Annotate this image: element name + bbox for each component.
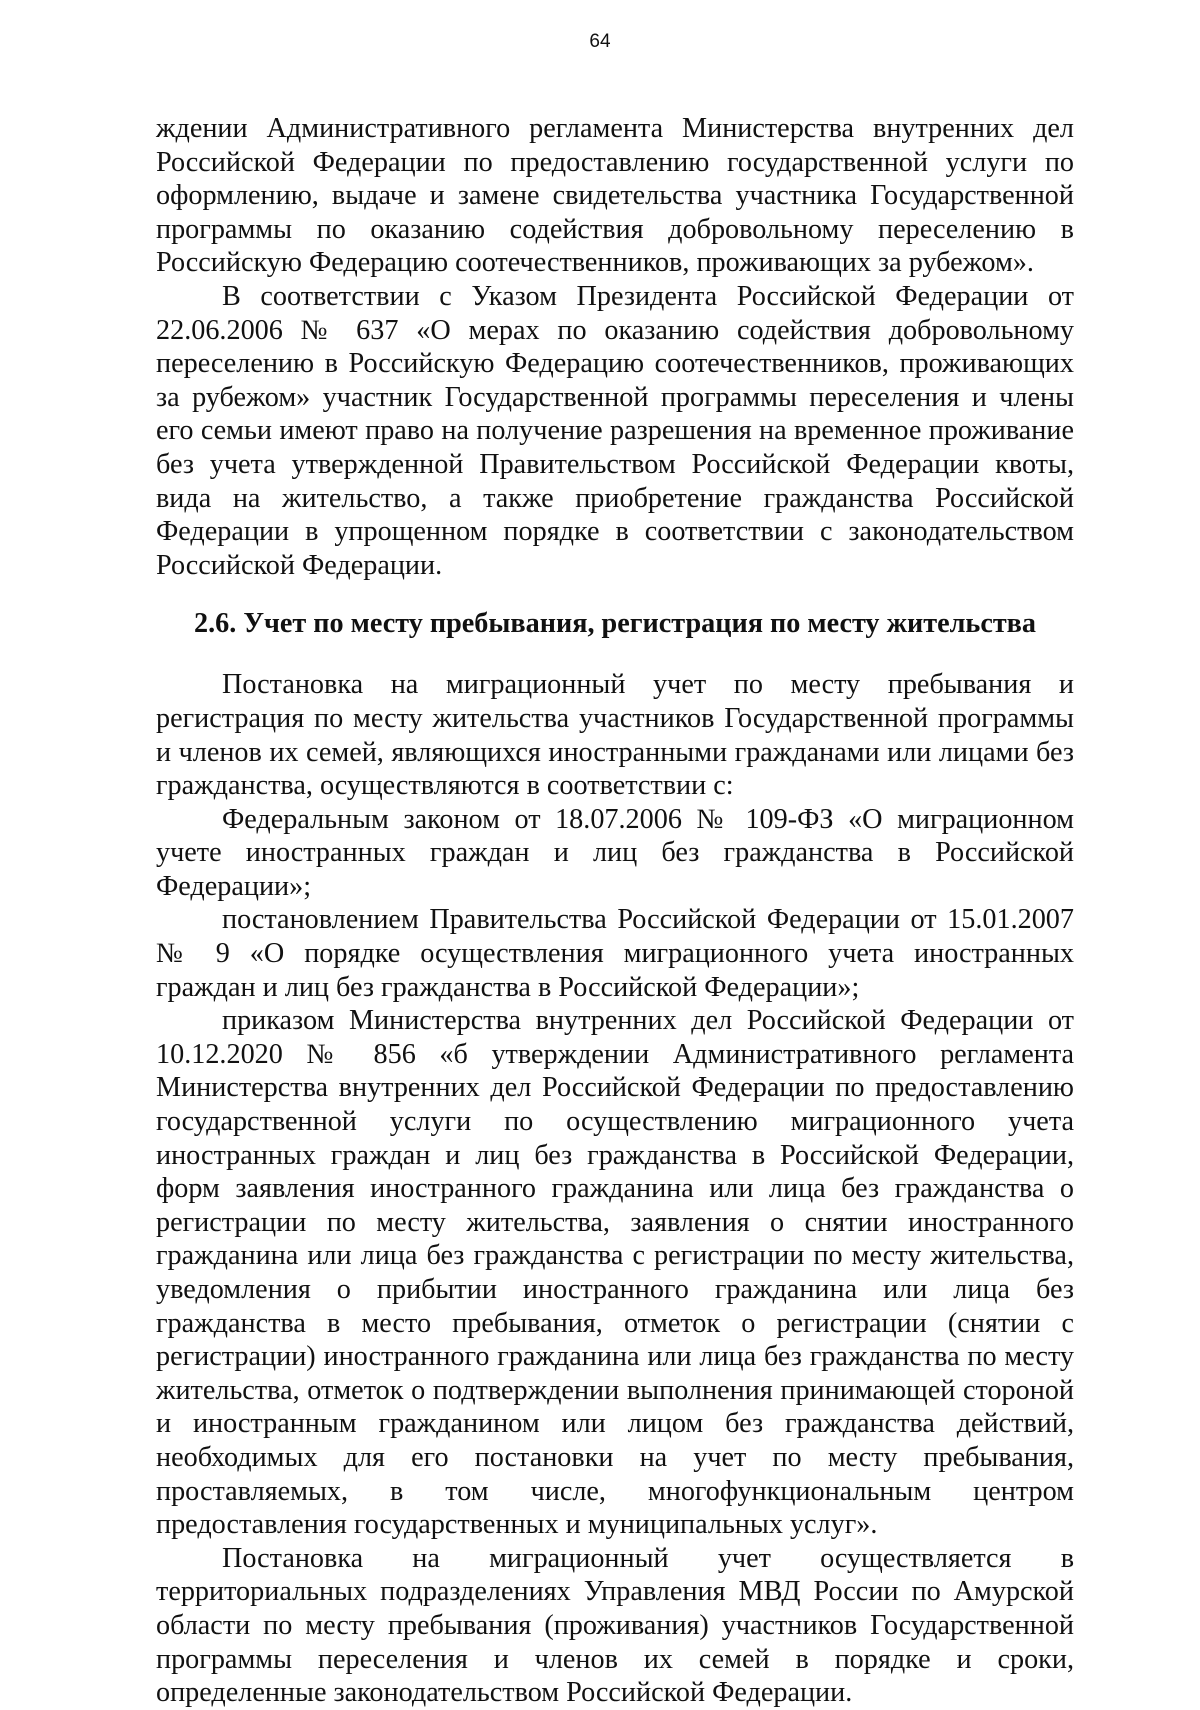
document-body — [156, 112, 1074, 1710]
paragraph-migration-registration: Постановка на миграционный учет по месту пребывания и регистрация по месту жительства участников Государственной программы и членов их семей, являющихся иностранными гражданами или лицами без гражданства, осуществляются в соответствии с: — [156, 669, 1074, 802]
paragraph-government-resolution-9: постановлением Правительства Российской Федерации от 15.01.2007 № 9 «О порядке осуществления миграционного учета иностранных граждан и лиц без гражданства в Российской Федерации»; — [156, 904, 1074, 1003]
paragraph-territorial-divisions: Постановка на миграционный учет осуществляется в территориальных подразделениях Управления МВД России по Амурской области по месту пребывания (проживания) участников Государственной программы переселения и членов их семей в порядке и сроки, определенные законодательством Российской Федерации. — [156, 1542, 1074, 1709]
paragraph-order-856: приказом Министерства внутренних дел Российской Федерации от 10.12.2020 № 856 «б утверждении Административного регламента Министерства внутренних дел Российской Федерации по предоставлению государственной услуги по осуществлению миграционного учета иностранных граждан и лиц без гражданства в Российской Федерации, форм заявления иностранного гражданина или лица без гражданства о регистрации по месту жительства, заявления о снятии иностранного гражданина или лица без гражданства с регистрации по месту жительства, уведомления о прибытии иностранного гражданина или лица без гражданства в место пребывания, отметок о регистрации (снятии с регистрации) иностранного гражданина или лица без гражданства по месту жительства, отметок о подтверждении выполнения принимающей стороной и иностранным гражданином или лицом без гражданства действий, необходимых для его постановки на учет по месту пребывания, проставляемых, в том числе, многофункциональным центром предоставления государственных и муниципальных услуг». — [156, 1005, 1074, 1541]
section-heading: 2.6. Учет по месту пребывания, регистрация по месту жительства — [193, 608, 1037, 640]
paragraph-federal-law-109: Федеральным законом от 18.07.2006 № 109-ФЗ «О миграционном учете иностранных граждан и лиц без гражданства в Российской Федерации»; — [156, 803, 1074, 902]
paragraph-continuation: ждении Административного регламента Министерства внутренних дел Российской Федерации по предоставлению государственной услуги по оформлению, выдаче и замене свидетельства участника Государственной программы по оказанию содействия добровольному переселению в Российскую Федерацию соотечественников, проживающих за рубежом». — [156, 113, 1074, 279]
paragraph-decree-637: В соответствии с Указом Президента Российской Федерации от 22.06.2006 № 637 «О мерах по оказанию содействия добровольному переселению в Российскую Федерацию соотечественников, проживающих за рубежом» участник Государственной программы переселения и члены его семьи имеют право на получение разрешения на временное проживание без учета утвержденной Правительством Российской Федерации квоты, вида на жительство, а также приобретение гражданства Российской Федерации в упрощенном порядке в соответствии с законодательством Российской Федерации. — [156, 280, 1074, 581]
page-number: 64 — [589, 31, 611, 52]
